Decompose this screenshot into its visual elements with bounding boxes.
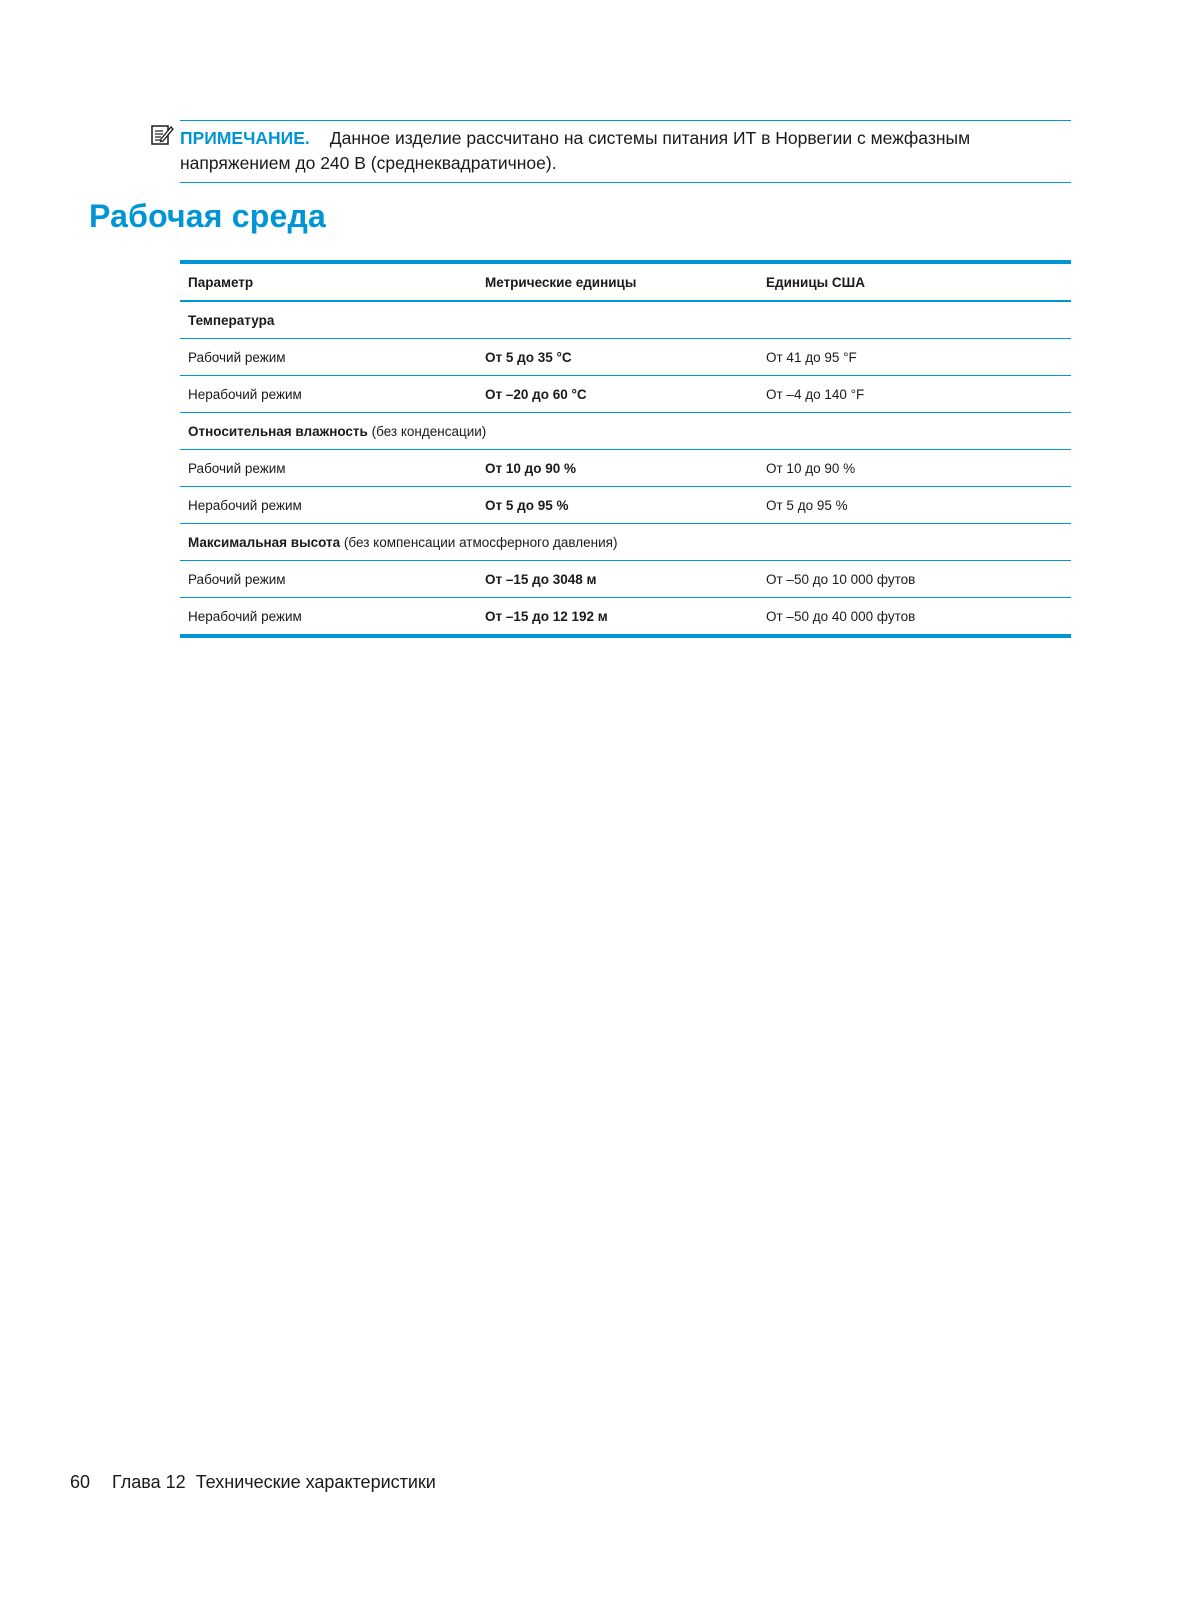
section-heading: Рабочая среда — [89, 198, 327, 234]
note-icon — [150, 123, 174, 147]
metric-cell: От –15 до 12 192 м — [485, 608, 608, 624]
table-row — [180, 450, 1071, 487]
table-header-row — [180, 262, 1071, 301]
table-row — [180, 487, 1071, 524]
param-cell: Нерабочий режим — [180, 376, 477, 413]
table-row — [180, 561, 1071, 598]
page-footer — [70, 1472, 436, 1493]
us-cell: От 41 до 95 °F — [758, 339, 1071, 376]
section-row-altitude — [180, 524, 1071, 561]
section-title: Относительная влажность — [188, 423, 368, 439]
note-box — [180, 120, 1071, 183]
section-row-humidity — [180, 413, 1071, 450]
header-us: Единицы США — [758, 262, 1071, 301]
metric-cell: От 5 до 35 °C — [477, 339, 758, 376]
param-cell: Рабочий режим — [180, 561, 477, 598]
param-cell: Нерабочий режим — [180, 487, 477, 524]
environment-table — [180, 260, 1071, 638]
chapter-label: Глава 12 — [112, 1472, 186, 1492]
table-row — [180, 339, 1071, 376]
param-cell: Нерабочий режим — [188, 608, 302, 624]
metric-cell: От –20 до 60 °C — [477, 376, 758, 413]
table-row — [180, 376, 1071, 413]
metric-cell: От 5 до 95 % — [477, 487, 758, 524]
us-cell: От 10 до 90 % — [758, 450, 1071, 487]
page-number: 60 — [70, 1472, 91, 1492]
section-title: Максимальная высота — [188, 534, 341, 550]
section-note: (без компенсации атмосферного давления) — [343, 534, 618, 550]
chapter-title: Технические характеристики — [195, 1472, 436, 1492]
metric-cell: От 10 до 90 % — [477, 450, 758, 487]
section-note: (без конденсации) — [371, 423, 487, 439]
us-cell: От –50 до 40 000 футов — [766, 608, 916, 624]
metric-cell: От –15 до 3048 м — [477, 561, 758, 598]
header-metric: Метрические единицы — [477, 262, 758, 301]
param-cell: Рабочий режим — [180, 450, 477, 487]
section-title: Температура — [188, 312, 275, 328]
note-text: Данное изделие рассчитано на системы питания ИТ в Норвегии с межфазным напряжением до 240 В (среднеквадратичное). — [180, 128, 971, 173]
header-parameter: Параметр — [180, 262, 477, 301]
us-cell: От –50 до 10 000 футов — [758, 561, 1071, 598]
us-cell: От –4 до 140 °F — [758, 376, 1071, 413]
table-row — [180, 598, 1071, 637]
section-row-temperature — [180, 301, 1071, 339]
note-label: ПРИМЕЧАНИЕ. — [180, 128, 310, 148]
param-cell: Рабочий режим — [180, 339, 477, 376]
us-cell: От 5 до 95 % — [758, 487, 1071, 524]
